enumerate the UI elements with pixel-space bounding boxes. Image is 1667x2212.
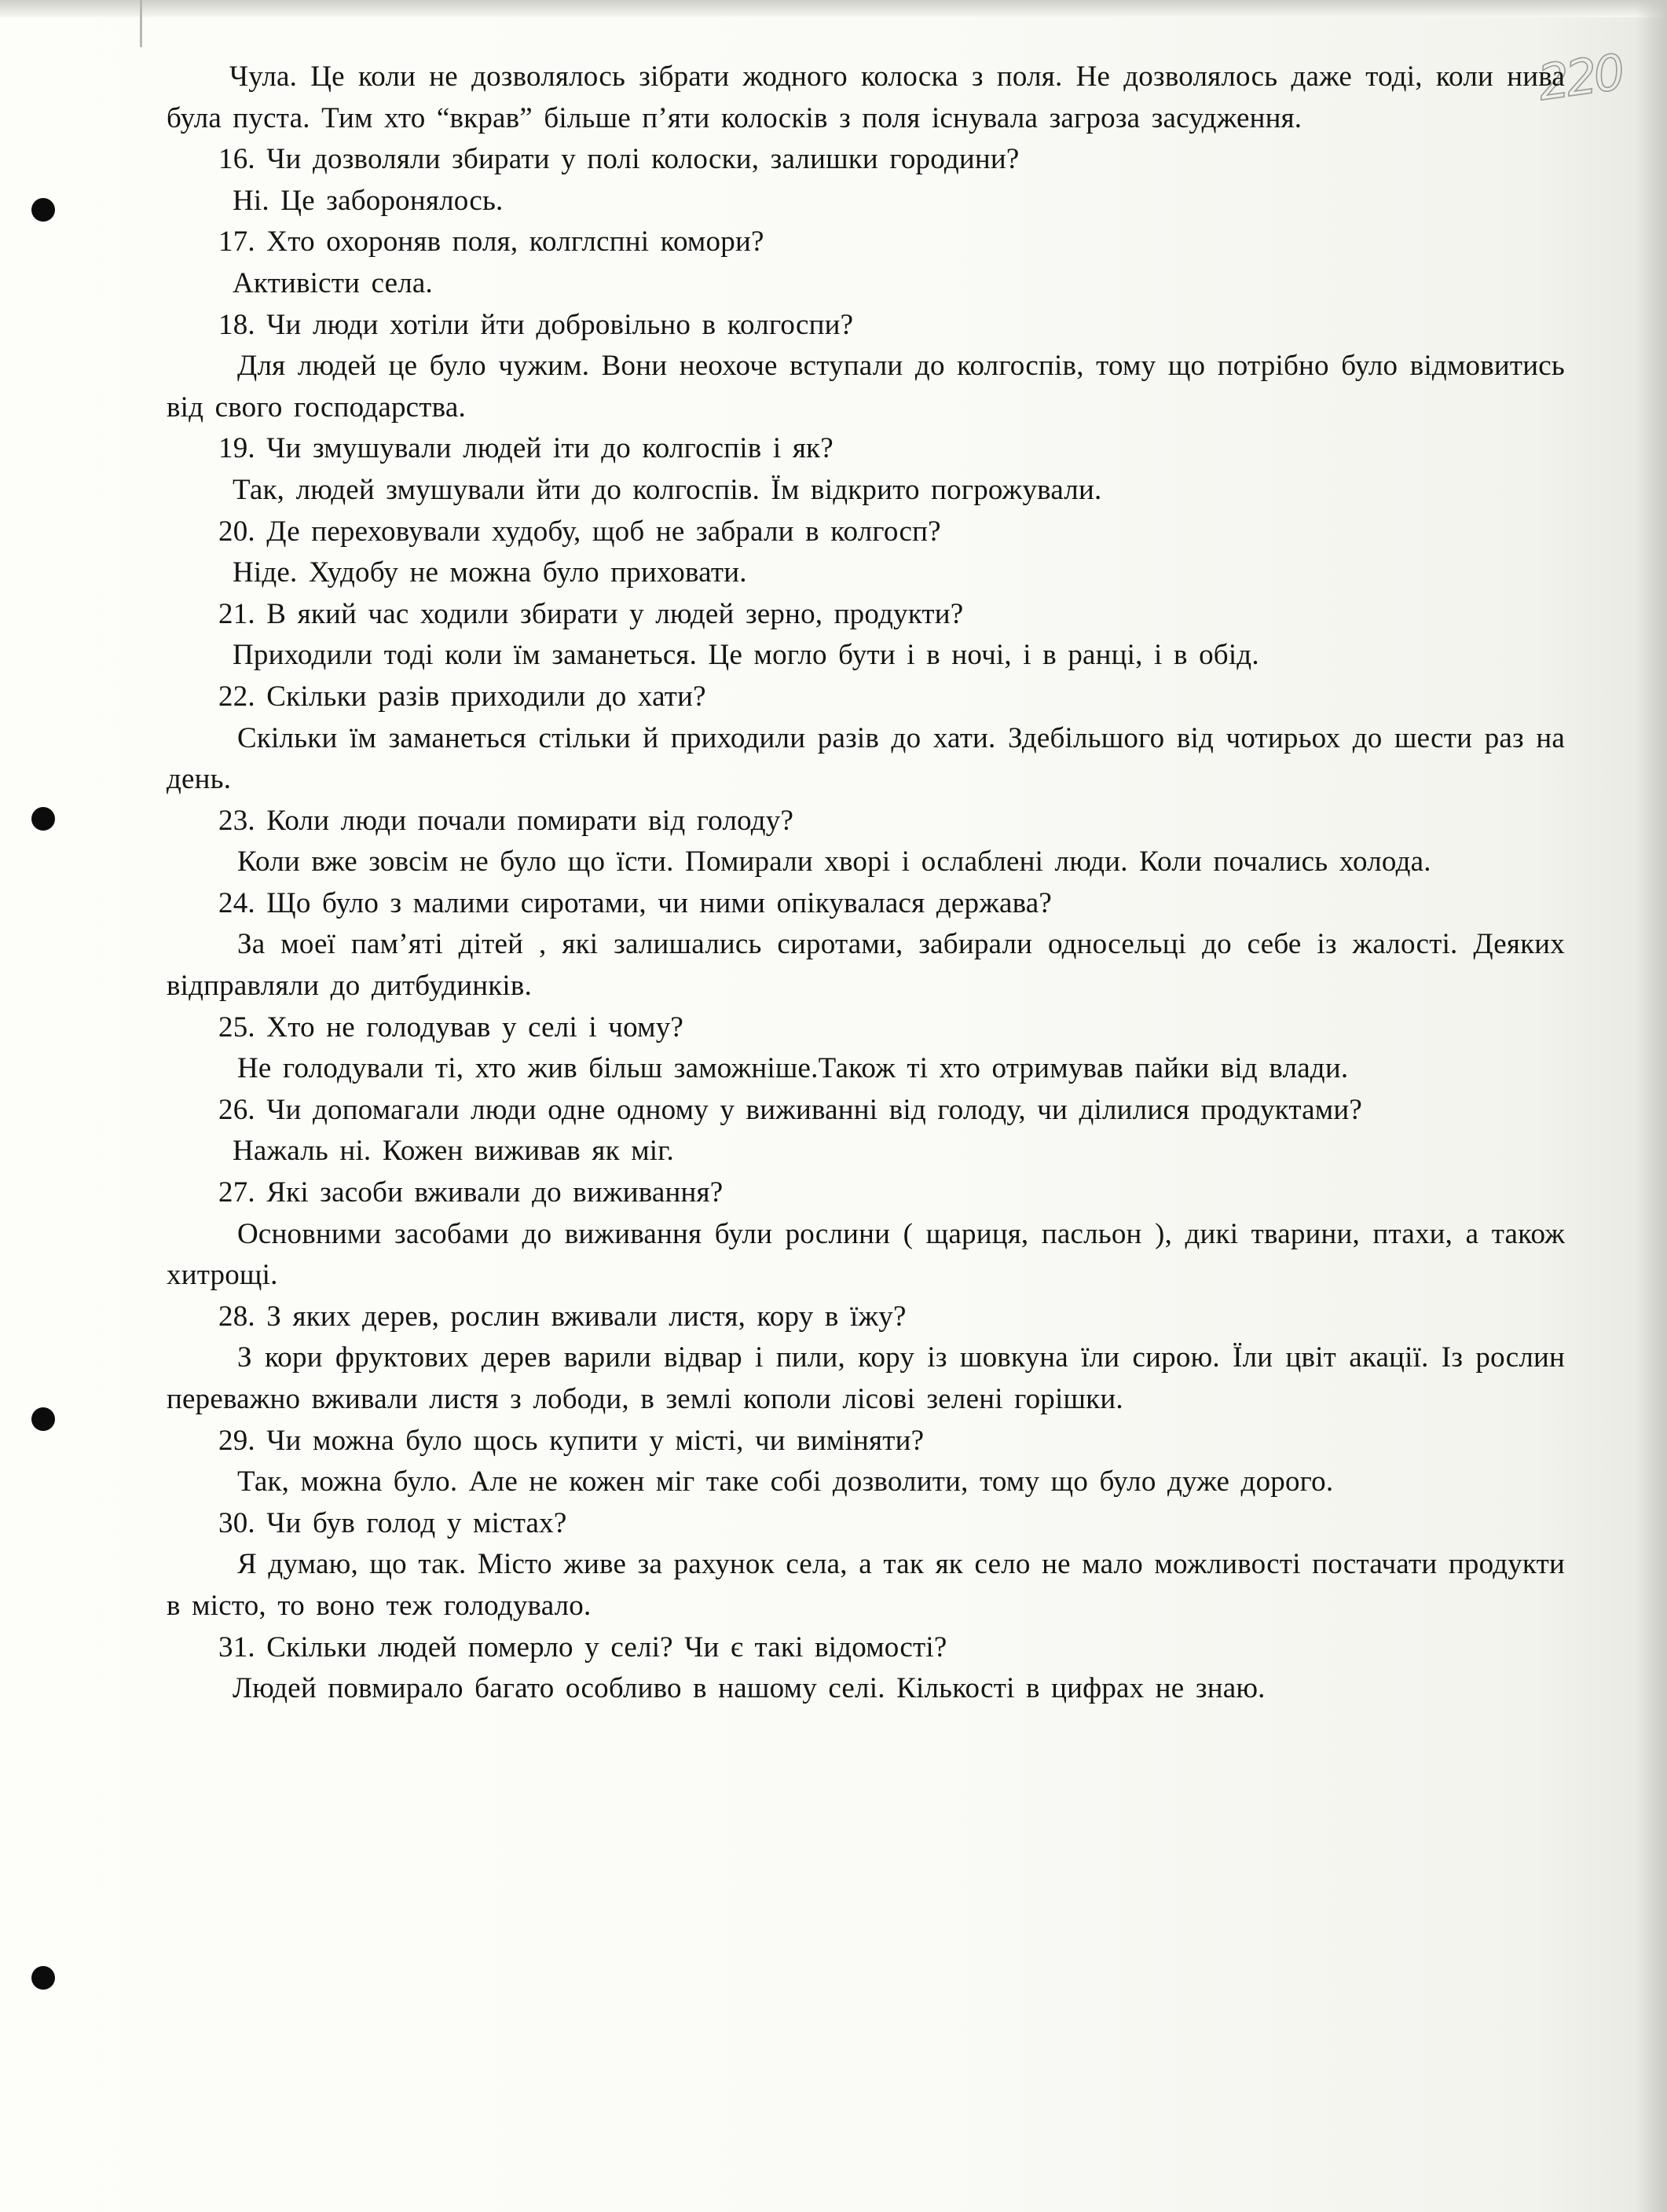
question-28: 28. З яких дерев, рослин вживали листя, кору в їжу? xyxy=(218,1300,907,1333)
question-24: 24. Що було з малими сиротами, чи ними опікувалася держава? xyxy=(218,886,1053,919)
document-body xyxy=(167,57,1565,1710)
answer-25: Не голодували ті, хто жив більш заможніше.Також ті хто отримував пайки від влади. xyxy=(237,1052,1349,1085)
question-30: 30. Чи був голод у містах? xyxy=(218,1506,567,1539)
answer-19: Так, людей змушували йти до колгоспів. Їм відкрито погрожували. xyxy=(233,473,1102,506)
answer-21: Приходили тоді коли їм заманеться. Це могло бути і в ночі, і в ранці, і в обід. xyxy=(233,639,1259,672)
question-26: 26. Чи допомагали люди одне одному у виживанні від голоду, чи ділилися продуктами? xyxy=(218,1093,1363,1126)
answer-31: Людей повмирало багато особливо в нашому селі. Кількості в цифрах не знаю. xyxy=(233,1672,1266,1705)
answer-24: За моеї пам’яті дітей , які залишались сиротами, забирали односельці до себе із жалості. Деяких відправляли до дитбудинків. xyxy=(167,928,1565,1003)
answer-26: Нажаль ні. Кожен виживав як міг. xyxy=(233,1135,674,1168)
answer-20: Ніде. Худобу не можна було приховати. xyxy=(233,556,747,589)
answer-30: Я думаю, що так. Місто живе за рахунок села, а так як село не мало можливості постачати продукти в місто, то воно теж голодувало. xyxy=(167,1548,1565,1622)
answer-23: Коли вже зовсім не було що їсти. Помирали хворі і ослаблені люди. Коли почались холода. xyxy=(237,846,1431,879)
punch-hole-1 xyxy=(31,198,55,222)
paper-right-shadow xyxy=(1636,0,1667,2212)
question-29: 29. Чи можна було щось купити у місті, чи виміняти? xyxy=(218,1424,925,1457)
question-25: 25. Хто не голодував у селі і чому? xyxy=(218,1011,684,1044)
question-19: 19. Чи змушували людей іти до колгоспів і як? xyxy=(218,432,834,465)
question-23: 23. Коли люди почали помирати від голоду? xyxy=(218,804,794,837)
question-18: 18. Чи люди хотіли йти добровільно в колгоспи? xyxy=(218,308,854,341)
question-20: 20. Де переховували худобу, щоб не забрали в колгосп? xyxy=(218,515,941,548)
page-number: 220 xyxy=(1534,42,1625,112)
paper-top-edge xyxy=(0,0,1667,17)
answer-27: Основними засобами до виживання були рослини ( щариця, пасльон ), дикі тварини, птахи, а також хитрощі. xyxy=(167,1217,1565,1292)
punch-hole-4 xyxy=(31,1966,55,1990)
answer-22: Скільки їм заманеться стільки й приходили разів до хати. Здебільшого від чотирьох до шести раз на день. xyxy=(167,721,1565,796)
paragraph-intro: Чула. Це коли не дозволялось зібрати жодного колоска з поля. Не дозволялось даже тоді, коли нива була пуста. Тим хто “вкрав” більше п’яти колосків з поля існувала загроза засудження. xyxy=(167,61,1565,134)
answer-18: Для людей це було чужим. Вони неохоче вступали до колгоспів, тому що потрібно було відмовитись від свого господарства. xyxy=(167,350,1565,424)
answer-17: Активісти села. xyxy=(233,266,434,299)
question-31: 31. Скільки людей померло у селі? Чи є такі відомості? xyxy=(218,1631,947,1664)
punch-hole-3 xyxy=(31,1407,55,1431)
punch-hole-2 xyxy=(31,807,55,831)
answer-16: Ні. Це заборонялось. xyxy=(233,184,504,217)
question-16: 16. Чи дозволяли збирати у полі колоски, залишки городини? xyxy=(218,143,1020,176)
question-27: 27. Які засоби вживали до виживання? xyxy=(218,1176,724,1209)
answer-28: З кори фруктових дерев варили відвар і пили, кору із шовкуна їли сирою. Їли цвіт акації. Із рослин переважно вживали листя з лободи, в землі кополи лісові зелені горішки. xyxy=(167,1341,1565,1415)
answer-29: Так, можна було. Але не кожен міг таке собі дозволити, тому що було дуже дорого. xyxy=(237,1465,1334,1499)
question-17: 17. Хто охороняв поля, колглспні комори? xyxy=(218,226,764,259)
question-21: 21. В який час ходили збирати у людей зерно, продукти? xyxy=(218,597,964,630)
paper-fold-mark xyxy=(140,0,142,47)
question-22: 22. Скільки разів приходили до хати? xyxy=(218,680,706,713)
